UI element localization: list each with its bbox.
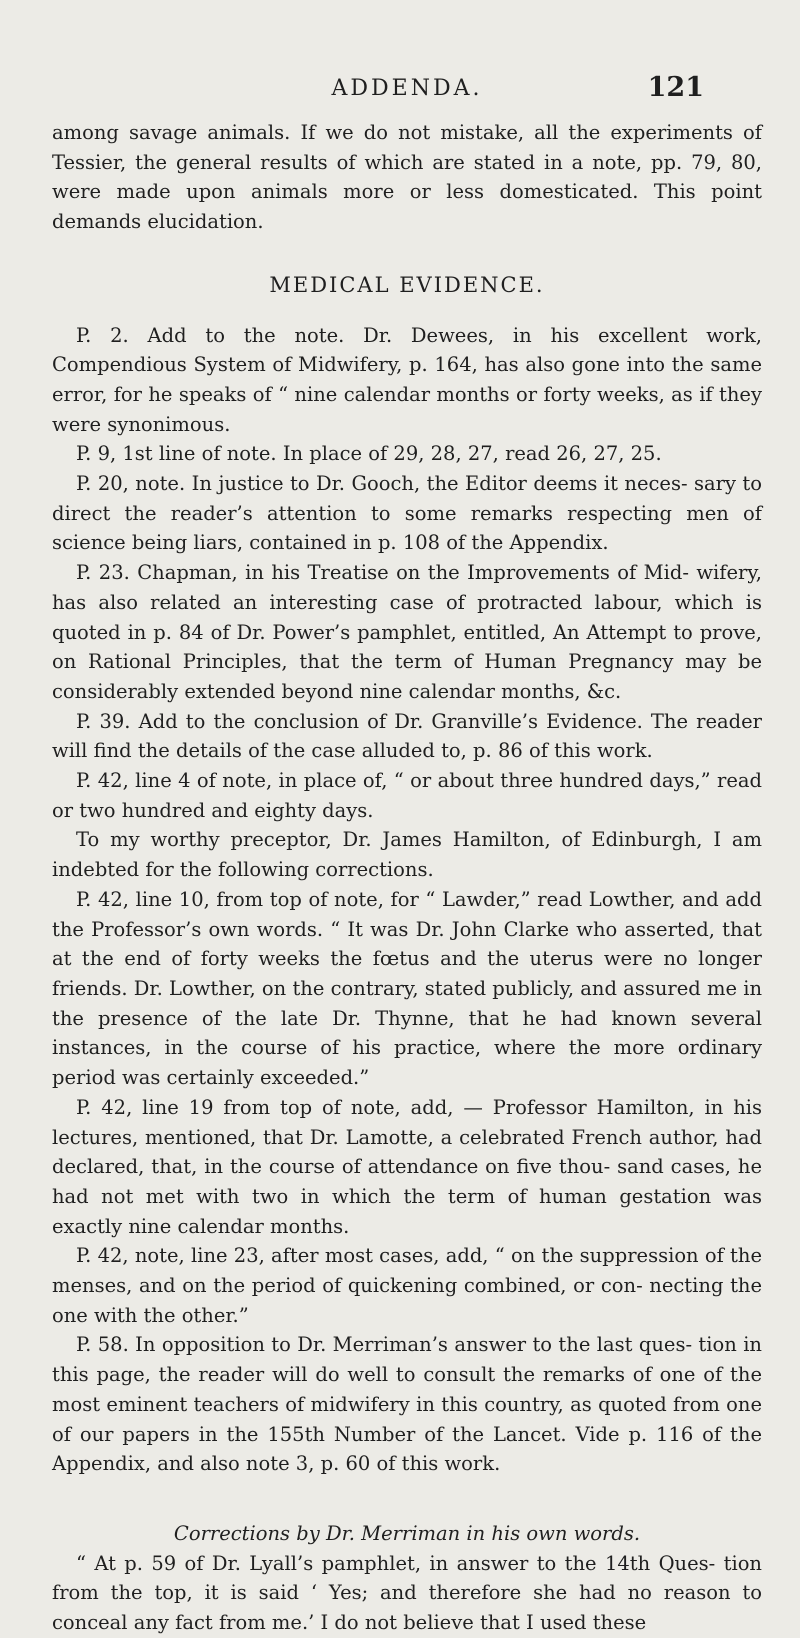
paragraph-p42-line23: P. 42, note, line 23, after most cases, add, “ on the suppression of the menses, and on the period of quickening combined, or con- necting the one with the other.” — [52, 1244, 762, 1327]
running-head — [52, 0, 762, 103]
paragraph-p20-note: P. 20, note. In justice to Dr. Gooch, the Editor deems it neces- sary to direct the reader’s attention to some remarks respecting men of science being liars, contained in p. 108 of the Appendix. — [52, 472, 762, 555]
paragraph-p42-line10: P. 42, line 10, from top of note, for “ Lawder,” read Lowther, and add the Professor’s own words. “ It was Dr. John Clarke who asserted, that at the end of forty weeks the fœtus and the uterus were no longer friends. Dr. Lowther, on the contrary, stated publicly, and assured me in the presence of the late Dr. Thynne, that he had known several instances, in the course of his practice, where the more ordinary period was certainly exceeded.” — [52, 887, 762, 1090]
paragraph-lyall: “ At p. 59 of Dr. Lyall’s pamphlet, in answer to the 14th Ques- tion from the top, it is said ‘ Yes; and therefore she had no reason to conceal any fact from me.’ I do not believe that I used these — [52, 1551, 762, 1635]
body-text — [52, 118, 762, 1638]
paragraph-p42-line19: P. 42, line 19 from top of note, add, — Professor Hamilton, in his lectures, mentioned, that Dr. Lamotte, a celebrated French author, had declared, that, in the course of attendance on five thou- sand cases, he had not met with two in which the term of human gestation was exactly nine calendar months. — [52, 1095, 762, 1238]
subheading-merriman: Corrections by Dr. Merriman in his own words. — [173, 1521, 641, 1545]
paragraph-p2-note: P. 2. Add to the note. Dr. Dewees, in his excellent work, Compendious System of Midwifery, p. 164, has also gone into the same error, for he speaks of “ nine calendar months or forty weeks, as if they were synonimous. — [52, 323, 762, 436]
paragraph-p9-correction: P. 9, 1st line of note. In place of 29, 28, 27, read 26, 27, 25. — [76, 442, 662, 466]
paragraph-p23-chapman: P. 23. Chapman, in his Treatise on the Improvements of Mid- wifery, has also related an interesting case of protracted labour, which is quoted in p. 84 of Dr. Power’s pamphlet, entitled, An Attempt to prove, on Rational Principles, that the term of Human Pregnancy may be considerably extended beyond nine calendar months, &c. — [52, 561, 762, 703]
page-number: 121 — [647, 72, 704, 103]
paragraph-p58: P. 58. In opposition to Dr. Merriman’s answer to the last ques- tion in this page, the reader will do well to consult the remarks of one of the most eminent teachers of midwifery in this country, as quoted from one of our papers in the 155th Number of the Lancet. Vide p. 116 of the Appendix, and also note 3, p. 60 of this work. — [52, 1333, 762, 1476]
section-heading: MEDICAL EVIDENCE. — [269, 272, 545, 297]
paragraph-preceptor: To my worthy preceptor, Dr. James Hamilton, of Edinburgh, I am indebted for the following corrections. — [52, 828, 762, 882]
paragraph-p39-granville: P. 39. Add to the conclusion of Dr. Granville’s Evidence. The reader will find the details of the case alluded to, p. 86 of this work. — [52, 709, 762, 763]
paragraph-p42-line4: P. 42, line 4 of note, in place of, “ or about three hundred days,” read or two hundred and eighty days. — [52, 769, 762, 822]
running-title: ADDENDA. — [331, 76, 483, 101]
paragraph-continued: among savage animals. If we do not mistake, all the experiments of Tessier, the general results of which are stated in a note, pp. 79, 80, were made upon animals more or less domesticated. This point demands elucidation. — [52, 121, 762, 234]
